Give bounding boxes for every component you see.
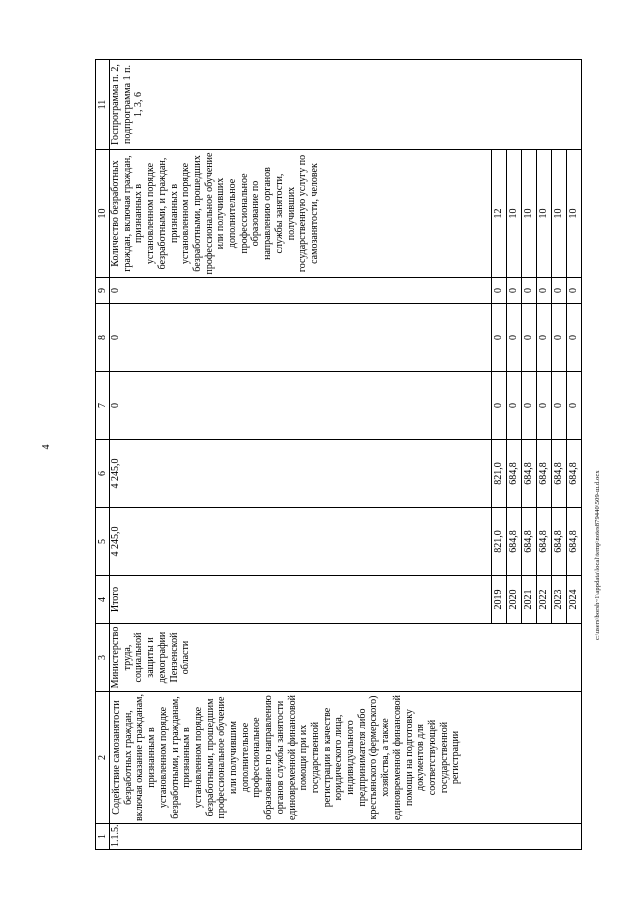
year-col7: 0 [522,372,537,440]
year-col5: 821,0 [492,508,507,576]
year-col6: 684,8 [537,440,552,508]
year-col9: 0 [537,278,552,304]
year-col9: 0 [522,278,537,304]
year-col6: 684,8 [507,440,522,508]
year-col8: 0 [567,304,582,372]
year-col5: 684,8 [552,508,567,576]
year-col10: 10 [552,150,567,278]
year-col9: 0 [552,278,567,304]
year-col9: 0 [567,278,582,304]
program-table-frame [95,60,601,850]
column-header: 9 [96,278,110,304]
year-col5: 684,8 [537,508,552,576]
total-col8: 0 [110,304,492,372]
year: 2022 [537,576,552,624]
total-col6: 4 245,0 [110,440,492,508]
year-col6: 684,8 [567,440,582,508]
column-header: 2 [96,692,110,824]
program-table [95,59,582,850]
year-col7: 0 [552,372,567,440]
total-col9: 0 [110,278,492,304]
executor: Министерство труда, социальной защиты и демографии Пензенской области [110,624,582,692]
year-col7: 0 [507,372,522,440]
year-col6: 821,0 [492,440,507,508]
year-col9: 0 [492,278,507,304]
column-header: 10 [96,150,110,278]
year-col8: 0 [522,304,537,372]
year-col5: 684,8 [507,508,522,576]
year-col9: 0 [507,278,522,304]
measure-name: Содействие самозанятости безработных граждан, включая оказание гражданам, признанным в установленном порядке безработными, и гражданам, признанным в установленном порядке безработными, прошедшим профессиональное обучение или получившим дополнительное профессиональное образование по направлению органов службы занятости единовременной финансовой помощи при их государственной регистрации в качестве юридического лица, индивидуального предпринимателя либо крестьянского (фермерского) хозяйства, а также единовременной финансовой помощи на подготовку документов для соответствующей государственной регистрации [110,692,582,824]
total-col7: 0 [110,372,492,440]
total-col5: 4 245,0 [110,508,492,576]
year-col5: 684,8 [522,508,537,576]
year-col10: 10 [537,150,552,278]
year-col7: 0 [492,372,507,440]
column-header: 6 [96,440,110,508]
column-header: 5 [96,508,110,576]
year-col5: 684,8 [567,508,582,576]
year-col6: 684,8 [552,440,567,508]
year-col8: 0 [537,304,552,372]
year-col10: 10 [522,150,537,278]
column-header: 1 [96,824,110,850]
year-col10: 12 [492,150,507,278]
column-header: 8 [96,304,110,372]
year-col6: 684,8 [522,440,537,508]
year-col10: 10 [567,150,582,278]
year: 2020 [507,576,522,624]
column-header: 11 [96,60,110,150]
program-link: Госпрограмма п. 2, подпрограмма 1 п. 1, 3, 6 [110,60,582,150]
column-header: 4 [96,576,110,624]
total-label: Итого [110,576,492,624]
table-row [110,60,492,850]
column-number-row [96,60,110,850]
year: 2023 [552,576,567,624]
year-col8: 0 [492,304,507,372]
year-col8: 0 [507,304,522,372]
file-path-text: c:\users\borsh~1\appdata\local\temp\notes879440\509-ш.d.ocx [594,470,601,640]
year-col7: 0 [537,372,552,440]
column-header: 3 [96,624,110,692]
row-number: 1.1.5. [110,824,582,850]
year-col7: 0 [567,372,582,440]
page-number: 4 [41,444,52,450]
column-header: 7 [96,372,110,440]
year-col10: 10 [507,150,522,278]
year: 2024 [567,576,582,624]
year-col8: 0 [552,304,567,372]
indicator-description: Количество безработных граждан, включая граждан, признанных в установленном порядке безработными, и граждан, признанных в установленном порядке безработными, прошедших профессиональное обучение или получивших дополнительное профессиональное образование по направлению органов службы занятости, получивших государственную услугу по самозанятости, человек [110,150,492,278]
year: 2021 [522,576,537,624]
year: 2019 [492,576,507,624]
